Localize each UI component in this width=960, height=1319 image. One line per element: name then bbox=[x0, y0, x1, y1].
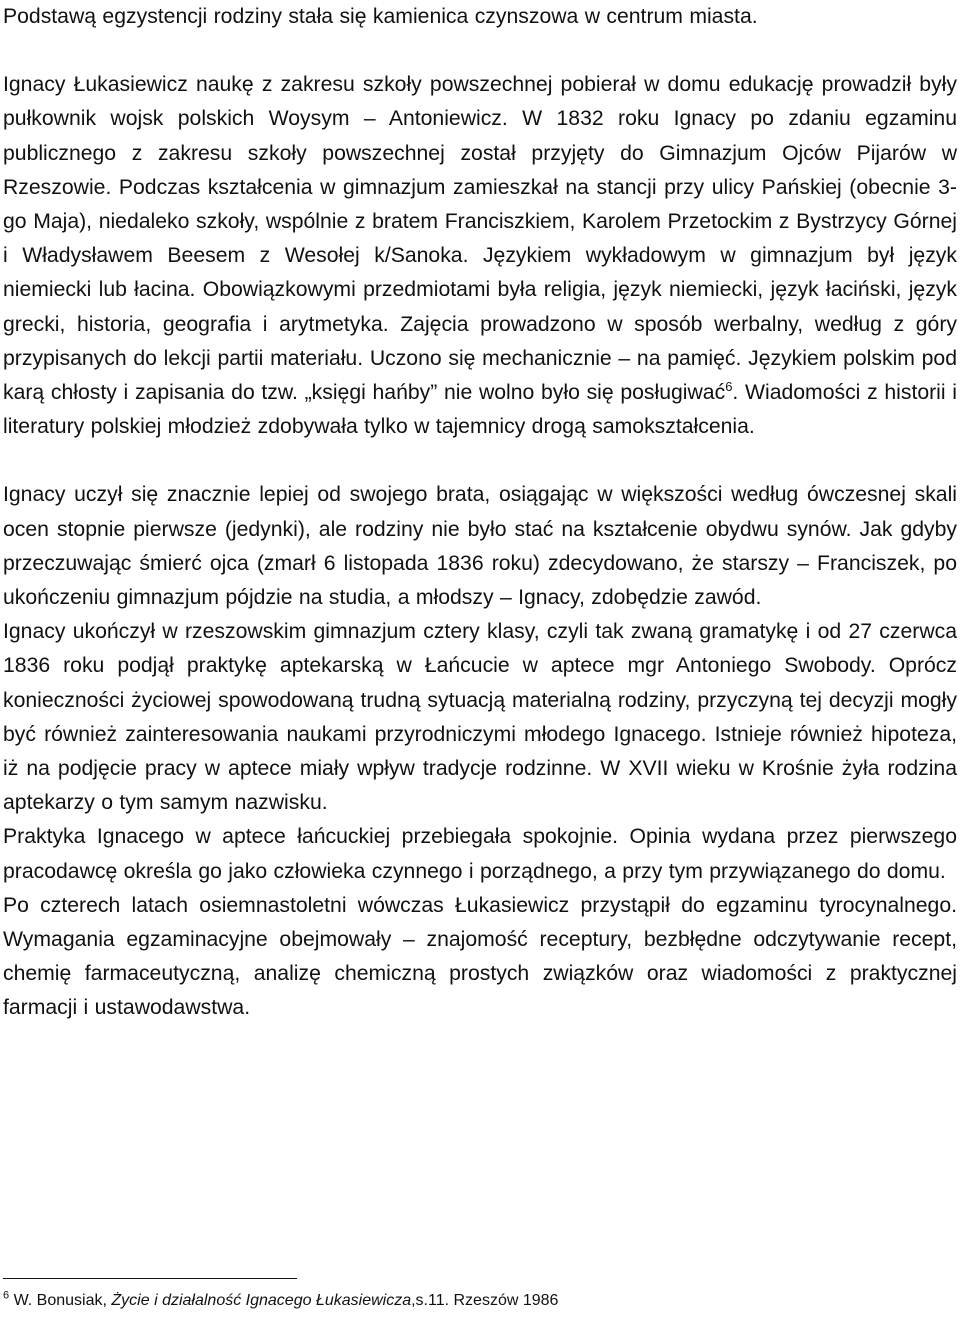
document-page bbox=[3, 0, 957, 1026]
footnote-number: 6 bbox=[3, 1289, 10, 1302]
footnote-author: W. Bonusiak, bbox=[9, 1292, 112, 1309]
paragraph-1: Podstawą egzystencji rodziny stała się kamienica czynszowa w centrum miasta. bbox=[3, 5, 758, 28]
paragraph-gap bbox=[3, 34, 957, 68]
paragraph-5: Praktyka Ignacego w aptece łańcuckiej przebiegała spokojnie. Opinia wydana przez pierwszego pracodawcę określa go jako człowieka czynnego i porządnego, a przy tym przywiązanego do domu. bbox=[3, 825, 957, 883]
paragraph-6: Po czterech latach osiemnastoletni wówczas Łukasiewicz przystąpił do egzaminu tyrocynalnego. Wymagania egzaminacyjne obejmowały – znajomość receptury, bezbłędne odczytywanie recept, chemię farmaceutyczną, analizę chemiczną prostych związków oraz wiadomości z praktycznej farmacji i ustawodawstwa. bbox=[3, 893, 957, 1020]
paragraph-4: Ignacy ukończył w rzeszowskim gimnazjum cztery klasy, czyli tak zwaną gramatykę i od 27 czerwca 1836 roku podjął praktykę aptekarską w Łańcucie w aptece mgr Antoniego Swobody. Oprócz konieczności życiowej spowodowaną trudną sytuacją materialną rodziny, przyczyną tej decyzji mogły być również zainteresowania naukami przyrodniczymi młodego Ignacego. Istnieje również hipoteza, iż na podjęcie pracy w aptece miały wpływ tradycje rodzinne. W XVII wieku w Krośnie żyła rodzina aptekarzy o tym samym nazwisku. bbox=[3, 620, 957, 815]
footnote bbox=[3, 1290, 558, 1312]
paragraph-gap bbox=[3, 444, 957, 478]
paragraph-2-text-after: . Wiadomości z historii i literatury polskiej młodzież zdobywała tylko w tajemnicy drogą samokształcenia. bbox=[3, 381, 957, 439]
paragraph-2 bbox=[3, 68, 957, 444]
footnote-title: Życie i działalność Ignacego Łukasiewicza bbox=[111, 1292, 412, 1309]
footnote-citation: ,s.11. Rzeszów 1986 bbox=[411, 1292, 559, 1309]
footnote-separator bbox=[3, 1278, 297, 1279]
paragraph-3: Ignacy uczył się znacznie lepiej od swojego brata, osiągając w większości według ówczesnej skali ocen stopnie pierwsze (jedynki), ale rodziny nie było stać na kształcenie obydwu synów. Jak gdyby przeczuwając śmierć ojca (zmarł 6 listopada 1836 roku) zdecydowano, że starszy – Franciszek, po ukończeniu gimnazjum pójdzie na studia, a młodszy – Ignacy, zdobędzie zawód. bbox=[3, 483, 957, 610]
footnote-reference: 6 bbox=[725, 378, 733, 394]
paragraph-2-text: Ignacy Łukasiewicz naukę z zakresu szkoły powszechnej pobierał w domu edukację prowadził były pułkownik wojsk polskich Woysym – Antoniewicz. W 1832 roku Ignacy po zdaniu egzaminu publicznego z zakresu szkoły powszechnej został przyjęty do Gimnazjum Ojców Pijarów w Rzeszowie. Podczas kształcenia w gimnazjum zamieszkał na stancji przy ulicy Pańskiej (obecnie 3-go Maja), niedaleko szkoły, wspólnie z bratem Franciszkiem, Karolem Przetockim z Bystrzycy Górnej i Władysławem Beesem z Wesołej k/Sanoka. Językiem wykładowym w gimnazjum był język niemiecki lub łacina. Obowiązkowymi przedmiotami była religia, język niemiecki, język łaciński, język grecki, historia, geografia i arytmetyka. Zajęcia prowadzono w sposób werbalny, według z góry przypisanych do lekcji partii materiału. Uczono się mechanicznie – na pamięć. Językiem polskim pod karą chłosty i zapisania do tzw. „księgi hańby” nie wolno było się posługiwać bbox=[3, 73, 957, 405]
